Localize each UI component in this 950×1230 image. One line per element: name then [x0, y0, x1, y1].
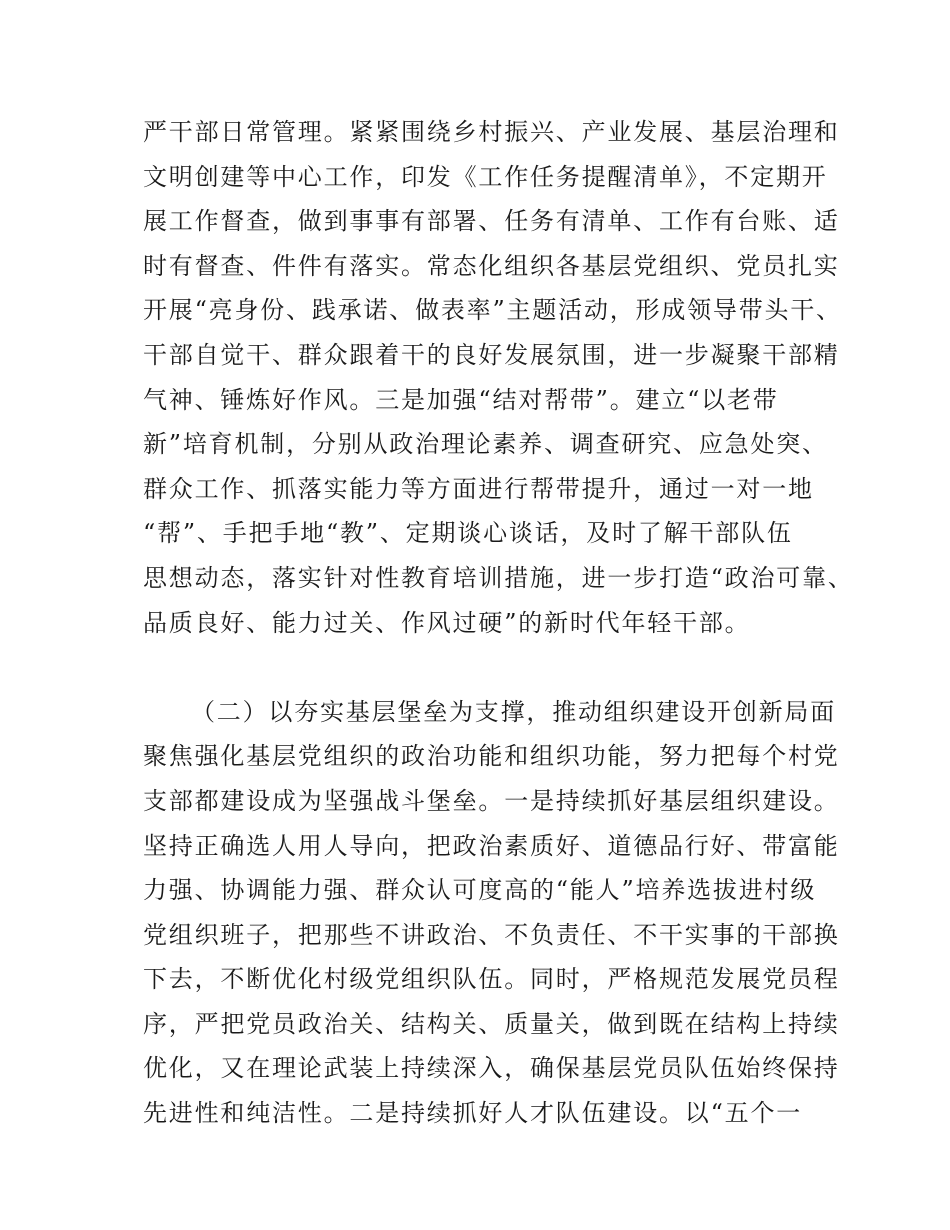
text-line: 干部自觉干、群众跟着干的良好发展氛围，进一步凝聚干部精	[143, 340, 840, 369]
text-line: 气神、锤炼好作风。三是加强“结对帮带”。建立“以老带	[143, 385, 779, 414]
text-line: 党组织班子，把那些不讲政治、不负责任、不干实事的干部换	[143, 920, 840, 949]
text-line: 严干部日常管理。紧紧围绕乡村振兴、产业发展、基层治理和	[143, 118, 840, 146]
paragraph-gap	[143, 645, 833, 690]
text-line: 展工作督查，做到事事有部署、任务有清单、工作有台账、适	[143, 207, 840, 236]
text-line: 时有督查、件件有落实。常态化组织各基层党组织、党员扎实	[143, 251, 840, 280]
text-line: 文明创建等中心工作，印发《工作任务提醒清单》，不定期开	[143, 162, 828, 191]
text-line: 力强、协调能力强、群众认可度高的“能人”培养选拔进村级	[143, 876, 817, 905]
text-line: 思想动态，落实针对性教育培训措施，进一步打造“政治可靠、	[143, 563, 854, 592]
text-line: 序，严把党员政治关、结构关、质量关，做到既在结构上持续	[143, 1009, 840, 1038]
text-line: 先进性和纯洁性。二是持续抓好人才队伍建设。以“五个一	[143, 1099, 803, 1128]
text-line: 优化，又在理论武装上持续深入，确保基层党员队伍始终保持	[143, 1054, 840, 1083]
text-line: 支部都建设成为坚强战斗堡垒。一是持续抓好基层组织建设。	[143, 786, 840, 815]
body-text	[143, 110, 854, 1136]
text-line: 下去，不断优化村级党组织队伍。同时，严格规范发展党员程	[143, 965, 840, 994]
text-line: 群众工作、抓落实能力等方面进行帮带提升，通过一对一地	[143, 474, 814, 503]
text-line: “帮”、手把手地“教”、定期谈心谈话，及时了解干部队伍	[143, 519, 793, 548]
text-line: 开展“亮身份、践承诺、做表率”主题活动，形成领导带头干、	[143, 296, 842, 325]
text-line: 坚持正确选人用人导向，把政治素质好、道德品行好、带富能	[143, 831, 840, 860]
text-line: 新”培育机制，分别从政治理论素养、调查研究、应急处突、	[143, 430, 828, 459]
text-line: 品质良好、能力过关、作风过硬”的新时代年轻干部。	[143, 608, 751, 637]
section-heading: （二）以夯实基层堡垒为支撑，推动组织建设开创新局面	[191, 697, 836, 726]
text-line: 聚焦强化基层党组织的政治功能和组织功能，努力把每个村党	[143, 742, 840, 771]
